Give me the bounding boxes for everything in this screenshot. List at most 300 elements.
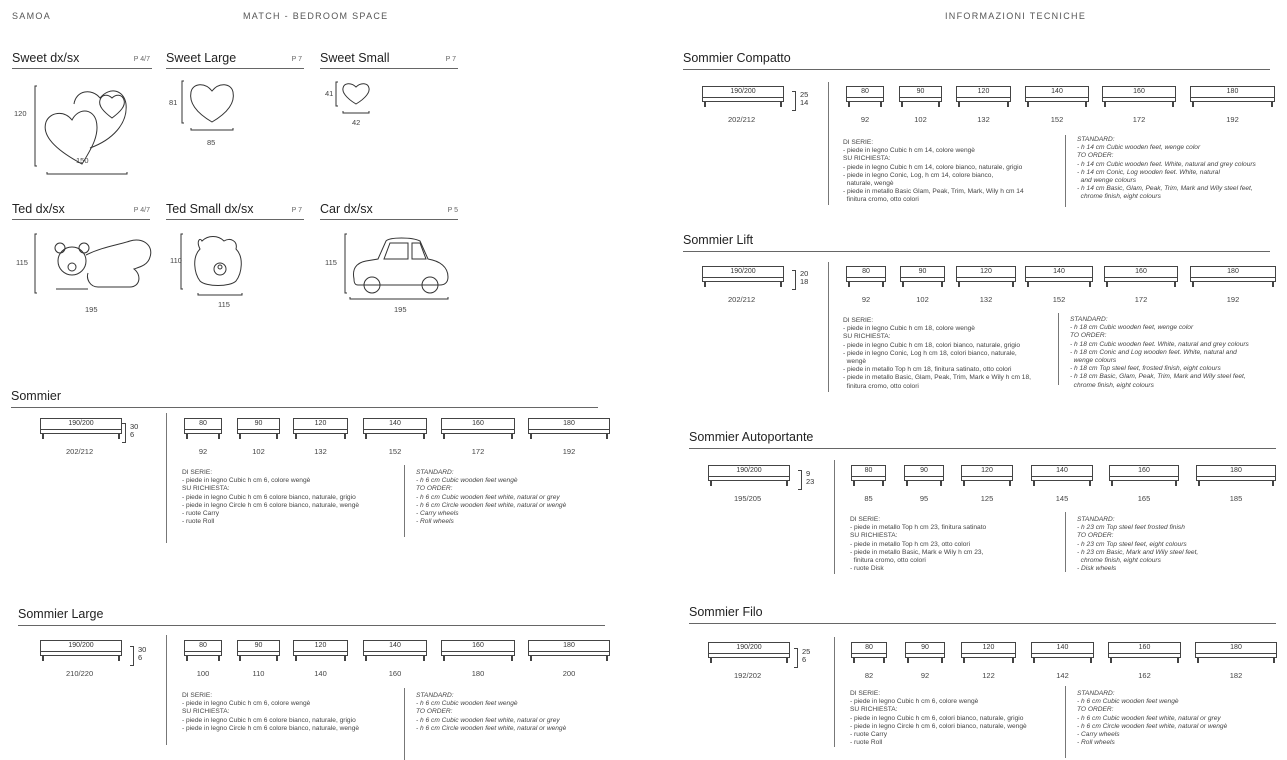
size-bed-frame: 180 [1190, 86, 1275, 98]
main-bed-frame: 190/200 [40, 640, 122, 652]
main-bed-base [708, 654, 790, 658]
bed-leg [902, 281, 904, 287]
section-underline [689, 623, 1276, 624]
height-bracket [792, 270, 796, 290]
size-bed-frame: 180 [1196, 465, 1276, 477]
section-divider [166, 413, 167, 543]
size-width-label: 192 [562, 447, 576, 456]
bed-leg [1106, 281, 1108, 287]
bed-leg [423, 433, 425, 439]
size-bed-base [1190, 98, 1275, 102]
bed-leg [710, 657, 712, 663]
width-dim: 115 [218, 300, 230, 309]
bed-leg [1033, 657, 1035, 663]
notes-italian: DI SERIE: - piede in metallo Top h cm 23, finitura satinato SU RICHIESTA: - piede in metallo Top h cm 23, otto colori - piede in metallo Basic, Mark e Wily h cm 23, finitura cromo, otto colori - ruote Disk [850, 516, 987, 572]
title-underline [320, 68, 458, 69]
bed-leg [295, 433, 297, 439]
size-bed-base [905, 654, 945, 658]
size-width-label: 122 [982, 671, 995, 680]
size-bed-base [956, 278, 1016, 282]
bed-leg [882, 480, 884, 486]
product-title: Sweet dx/sx [12, 51, 80, 65]
bed-leg [511, 433, 513, 439]
teddy-head-icon [178, 231, 248, 297]
size-bed-base [528, 430, 610, 434]
size-width-label: 102 [252, 447, 265, 456]
notes-divider [404, 465, 405, 537]
title-underline [166, 68, 304, 69]
size-bed-frame: 140 [1025, 86, 1089, 98]
main-bed-base [40, 430, 122, 434]
bed-leg [1009, 480, 1011, 486]
size-bed-frame: 120 [293, 640, 348, 652]
bed-leg [1197, 657, 1199, 663]
bed-leg [1192, 101, 1194, 107]
size-bed-base [184, 430, 222, 434]
bed-leg [1271, 101, 1273, 107]
section-divider [834, 460, 835, 574]
product-sweet-large [166, 50, 304, 150]
bed-leg [907, 657, 909, 663]
bed-leg [423, 655, 425, 661]
bed-leg [1104, 101, 1106, 107]
size-width-label: 95 [919, 494, 929, 503]
notes-divider [1065, 512, 1066, 572]
section-title: Sommier Autoportante [689, 430, 814, 444]
main-bed-frame: 190/200 [708, 465, 790, 477]
size-bed-frame: 90 [237, 640, 280, 652]
size-width-label: 100 [196, 669, 210, 678]
height-bottom: 18 [800, 277, 809, 286]
main-bed-base [702, 98, 784, 102]
bed-leg [958, 101, 960, 107]
height-bottom: 6 [138, 653, 143, 662]
bed-leg [958, 281, 960, 287]
size-bed-base [441, 652, 515, 656]
bed-leg [882, 281, 884, 287]
bed-leg [853, 480, 855, 486]
product-title: Ted dx/sx [12, 202, 65, 216]
size-bed-frame: 90 [900, 266, 945, 278]
height-dim: 120 [14, 109, 27, 118]
size-width-label: 132 [977, 115, 990, 124]
bed-leg [1198, 480, 1200, 486]
bed-leg [118, 433, 120, 439]
bed-leg [1027, 281, 1029, 287]
size-width-label: 92 [860, 115, 870, 124]
size-bed-frame: 160 [1108, 642, 1181, 654]
product-title: Sweet Small [320, 51, 390, 65]
size-width-label: 162 [1138, 671, 1151, 680]
bed-leg [186, 655, 188, 661]
bed-leg [1033, 480, 1035, 486]
bed-leg [606, 433, 608, 439]
bed-leg [883, 657, 885, 663]
height-top: 25 [800, 90, 809, 99]
height-bottom: 6 [802, 655, 807, 664]
section-underline [683, 251, 1270, 252]
section-divider [834, 637, 835, 747]
section-underline [18, 625, 605, 626]
notes-english: STANDARD: - h 23 cm Top steel feet frosted finish TO ORDER: - h 23 cm Top steel feet, eight colours - h 23 cm Basic, Mark and Wily steel feet, chrome finish, eight colours - Disk wheels [1077, 516, 1199, 572]
main-bed-width: 202/212 [66, 447, 94, 456]
bed-leg [1175, 480, 1177, 486]
size-bed-frame: 160 [441, 640, 515, 652]
bed-leg [1027, 101, 1029, 107]
bed-leg [1089, 480, 1091, 486]
bed-leg [1272, 480, 1274, 486]
height-bracket [122, 423, 126, 443]
size-bed-base [237, 652, 280, 656]
bed-leg [365, 655, 367, 661]
size-bed-frame: 80 [851, 465, 886, 477]
section-divider [828, 262, 829, 392]
product-title: Ted Small dx/sx [166, 202, 254, 216]
bed-leg [1085, 101, 1087, 107]
size-width-label: 192 [1226, 115, 1239, 124]
height-top: 30 [138, 645, 147, 654]
size-bed-frame: 90 [905, 642, 945, 654]
height-dim: 110 [170, 256, 182, 265]
main-bed-base [702, 278, 784, 282]
bed-leg [218, 433, 220, 439]
bed-leg [295, 655, 297, 661]
bed-leg [218, 655, 220, 661]
collection-label: MATCH - BEDROOM SPACE [243, 11, 389, 21]
bed-leg [530, 655, 532, 661]
width-dim: 195 [85, 305, 98, 314]
size-bed-frame: 160 [1102, 86, 1176, 98]
size-width-label: 110 [252, 669, 265, 678]
teddy-bear-icon [32, 231, 157, 301]
size-bed-frame: 120 [956, 266, 1016, 278]
page-ref: P 4/7 [133, 56, 150, 63]
car-icon [342, 231, 454, 301]
bed-leg [1012, 281, 1014, 287]
size-bed-frame: 80 [184, 418, 222, 430]
product-ted [12, 201, 152, 316]
size-bed-frame: 80 [846, 86, 884, 98]
size-width-label: 92 [920, 671, 930, 680]
page-ref: P 4/7 [133, 207, 150, 214]
size-bed-base [1190, 278, 1276, 282]
height-bracket [794, 648, 798, 668]
size-bed-base [961, 654, 1016, 658]
main-bed-frame: 190/200 [702, 266, 784, 278]
size-bed-frame: 180 [1190, 266, 1276, 278]
section-underline [683, 69, 1270, 70]
main-bed-frame: 190/200 [702, 86, 784, 98]
size-width-label: 145 [1055, 494, 1069, 503]
notes-italian: DI SERIE: - piede in legno Cubic h cm 6, colore wengè SU RICHIESTA: - piede in legno Cubic h cm 6 colore bianco, naturale, grigio - piede in legno Circle h cm 6 colore bianco, naturale, wengè - ruote Carry - ruote Roll [182, 469, 360, 526]
height-dim: 81 [169, 98, 178, 107]
section-title: Sommier Large [18, 607, 104, 621]
height-bottom: 23 [806, 477, 815, 486]
bed-leg [1007, 101, 1009, 107]
main-bed-width: 202/212 [728, 295, 756, 304]
size-width-label: 152 [388, 447, 402, 456]
height-top: 20 [800, 269, 809, 278]
bed-leg [1272, 281, 1274, 287]
notes-italian: DI SERIE: - piede in legno Cubic h cm 14, colore wengè SU RICHIESTA: - piede in legno Cubic h cm 14, colore bianco, naturale, grigio - piede in legno Conic, Log, h cm 14, colore bianco, naturale, wengè - piede in metallo Basic Glam, Peak, Trim, Mark, Wily h cm 14 finitura cromo, otto colori [843, 139, 1024, 204]
size-bed-base [237, 430, 280, 434]
bed-leg [941, 657, 943, 663]
size-bed-base [184, 652, 222, 656]
size-bed-base [961, 477, 1013, 481]
section-title: Sommier [11, 389, 62, 403]
size-width-label: 92 [861, 295, 871, 304]
section-title: Sommier Lift [683, 233, 754, 247]
size-bed-base [293, 652, 348, 656]
bed-leg [1192, 281, 1194, 287]
size-width-label: 102 [916, 295, 929, 304]
size-bed-base [851, 477, 886, 481]
main-bed-base [40, 652, 122, 656]
size-bed-base [956, 98, 1011, 102]
size-width-label: 172 [471, 447, 485, 456]
size-width-label: 85 [864, 494, 873, 503]
section-underline [11, 407, 598, 408]
size-bed-frame: 140 [363, 640, 427, 652]
width-dim: 150 [76, 156, 89, 165]
height-dim: 41 [325, 89, 334, 98]
bed-leg [1090, 657, 1092, 663]
size-width-label: 132 [979, 295, 993, 304]
size-bed-base [363, 652, 427, 656]
size-bed-base [1195, 654, 1277, 658]
size-bed-frame: 140 [1031, 642, 1094, 654]
notes-english: STANDARD: - h 14 cm Cubic wooden feet, wenge color TO ORDER: - h 14 cm Cubic wooden feet. White, natural and grey colours - h 14 cm Conic, Log wooden feet. White, natural and wenge colours - h 14 cm Basic, Glam, Peak, Trim, Mark and Wily steel feet, chrome finish, eight colours [1077, 136, 1256, 201]
bed-leg [963, 657, 965, 663]
bed-leg [443, 655, 445, 661]
bed-leg [1177, 657, 1179, 663]
size-bed-frame: 160 [1104, 266, 1178, 278]
bed-leg [606, 655, 608, 661]
size-bed-base [293, 430, 348, 434]
bed-leg [443, 433, 445, 439]
small-heart-icon [334, 80, 374, 116]
bed-leg [530, 433, 532, 439]
size-bed-frame: 140 [1031, 465, 1093, 477]
main-bed-base [708, 477, 790, 481]
bed-leg [710, 480, 712, 486]
notes-divider [404, 688, 405, 760]
notes-english: STANDARD: - h 18 cm Cubic wooden feet, wenge color TO ORDER: - h 18 cm Cubic wooden feet. White, natural and grey colours - h 18 cm Conic and Log wooden feet. White, natural and wenge colours - h 18 cm Top steel feet, frosted finish, eight colours - h 18 cm Basic, Glam, Peak, Trim, Mark and Wily steel feet, chrome finish, eight colours [1070, 316, 1249, 389]
size-bed-base [846, 278, 886, 282]
size-width-label: 152 [1050, 115, 1064, 124]
size-bed-frame: 120 [961, 465, 1013, 477]
main-bed-width: 202/212 [728, 115, 756, 124]
bed-leg [848, 281, 850, 287]
bed-leg [786, 657, 788, 663]
bed-leg [704, 281, 706, 287]
height-bracket [792, 91, 796, 111]
size-width-label: 140 [314, 669, 327, 678]
main-bed-width: 210/220 [66, 669, 94, 678]
technical-info-label: INFORMAZIONI TECNICHE [945, 11, 1087, 21]
section-underline [689, 448, 1276, 449]
main-bed-frame: 190/200 [40, 418, 122, 430]
size-bed-base [1108, 654, 1181, 658]
title-underline [12, 219, 150, 220]
bed-leg [901, 101, 903, 107]
bed-leg [940, 480, 942, 486]
section-divider [828, 82, 829, 205]
section-divider [166, 635, 167, 745]
size-width-label: 185 [1229, 494, 1243, 503]
title-underline [12, 68, 152, 69]
size-bed-frame: 80 [851, 642, 887, 654]
bed-leg [365, 433, 367, 439]
page-ref: P 7 [291, 207, 302, 214]
brand-label: SAMOA [12, 11, 52, 21]
product-sweet [12, 50, 152, 170]
product-title: Sweet Large [166, 51, 237, 65]
size-width-label: 92 [198, 447, 208, 456]
size-bed-base [1031, 654, 1094, 658]
size-width-label: 152 [1052, 295, 1066, 304]
bed-leg [344, 655, 346, 661]
size-width-label: 172 [1134, 295, 1148, 304]
size-width-label: 102 [914, 115, 927, 124]
bed-leg [848, 101, 850, 107]
bed-leg [118, 655, 120, 661]
size-bed-frame: 180 [528, 418, 610, 430]
main-bed-width: 195/205 [734, 494, 762, 503]
bed-leg [1174, 281, 1176, 287]
bed-leg [1172, 101, 1174, 107]
height-dim: 115 [325, 258, 337, 267]
page-ref: P 7 [291, 56, 302, 63]
main-bed-width: 192/202 [734, 671, 762, 680]
bed-leg [704, 101, 706, 107]
size-bed-frame: 180 [1195, 642, 1277, 654]
section-title: Sommier Compatto [683, 51, 791, 65]
size-bed-base [900, 278, 945, 282]
product-ted-small [166, 201, 304, 311]
bed-leg [780, 101, 782, 107]
bed-leg [276, 433, 278, 439]
notes-italian: DI SERIE: - piede in legno Cubic h cm 6, colore wengè SU RICHIESTA: - piede in legno Cubic h cm 6 colore bianco, naturale, grigio - piede in legno Circle h cm 6 colore bianco, naturale, wengè [182, 692, 360, 732]
size-bed-frame: 90 [899, 86, 942, 98]
bed-leg [963, 480, 965, 486]
bed-leg [344, 433, 346, 439]
heart-icon [179, 78, 239, 133]
size-width-label: 142 [1056, 671, 1069, 680]
size-bed-base [1025, 278, 1093, 282]
size-bed-base [1104, 278, 1178, 282]
bed-leg [1012, 657, 1014, 663]
size-bed-base [1196, 477, 1276, 481]
title-underline [320, 219, 458, 220]
width-dim: 195 [394, 305, 407, 314]
size-bed-base [1025, 98, 1089, 102]
bed-leg [511, 655, 513, 661]
size-width-label: 82 [864, 671, 874, 680]
notes-italian: DI SERIE: - piede in legno Cubic h cm 6, colore wengè SU RICHIESTA: - piede in legno Cubic h cm 6, colori bianco, naturale, grigio - piede in legno Circle h cm 6, colori bianco, naturale, wengè - ruote Carry - ruote Roll [850, 690, 1027, 747]
notes-english: STANDARD: - h 6 cm Cubic wooden feet wengè TO ORDER: - h 6 cm Cubic wooden feet white, natural or grey - h 6 cm Circle wooden feet white, natural or wengè - Carry wheels - Roll wheels [416, 469, 567, 526]
size-bed-frame: 180 [528, 640, 610, 652]
bed-leg [938, 101, 940, 107]
size-width-label: 200 [562, 669, 576, 678]
width-dim: 42 [352, 118, 361, 127]
size-bed-base [899, 98, 942, 102]
title-underline [166, 219, 304, 220]
section-title: Sommier Filo [689, 605, 763, 619]
height-bracket [130, 646, 134, 666]
product-sweet-small [320, 50, 458, 130]
size-bed-frame: 120 [961, 642, 1016, 654]
size-bed-frame: 80 [846, 266, 886, 278]
bed-leg [1110, 657, 1112, 663]
height-top: 25 [802, 647, 811, 656]
bed-leg [1089, 281, 1091, 287]
bed-leg [1273, 657, 1275, 663]
height-bracket [798, 470, 802, 490]
notes-divider [1065, 135, 1066, 207]
size-bed-frame: 90 [904, 465, 944, 477]
size-width-label: 180 [471, 669, 485, 678]
size-bed-base [851, 654, 887, 658]
size-bed-base [1109, 477, 1179, 481]
size-width-label: 172 [1132, 115, 1146, 124]
bed-leg [42, 433, 44, 439]
height-top: 30 [130, 422, 139, 431]
bed-leg [780, 281, 782, 287]
page-ref: P 5 [447, 207, 458, 214]
height-bottom: 14 [800, 98, 809, 107]
size-bed-base [363, 430, 427, 434]
size-bed-base [528, 652, 610, 656]
bed-leg [906, 480, 908, 486]
main-bed-frame: 190/200 [708, 642, 790, 654]
product-title: Car dx/sx [320, 202, 373, 216]
size-bed-base [904, 477, 944, 481]
size-width-label: 125 [980, 494, 994, 503]
size-bed-frame: 120 [956, 86, 1011, 98]
page-ref: P 7 [445, 56, 456, 63]
bed-leg [853, 657, 855, 663]
size-bed-frame: 120 [293, 418, 348, 430]
size-bed-base [846, 98, 884, 102]
bed-leg [239, 433, 241, 439]
bed-leg [186, 433, 188, 439]
height-top: 9 [806, 469, 811, 478]
size-bed-base [1102, 98, 1176, 102]
size-bed-frame: 140 [363, 418, 427, 430]
size-bed-frame: 80 [184, 640, 222, 652]
notes-italian: DI SERIE: - piede in legno Cubic h cm 18, colore wengè SU RICHIESTA: - piede in legno Cubic h cm 18, colori bianco, naturale, grigio - piede in legno Conic, Log h cm 18, colori bianco, naturale, wengè - piede in metallo Top h cm 18, finitura satinato, otto colori - piede in metallo Basic, Glam, Peak, Trim, Mark e Wily h cm 18, finitura cromo, otto colori [843, 317, 1031, 390]
bed-leg [42, 655, 44, 661]
product-car [320, 201, 460, 316]
bed-leg [276, 655, 278, 661]
bed-leg [941, 281, 943, 287]
bed-leg [239, 655, 241, 661]
size-width-label: 165 [1137, 494, 1151, 503]
size-width-label: 192 [1226, 295, 1240, 304]
notes-divider [1065, 686, 1066, 758]
size-bed-frame: 90 [237, 418, 280, 430]
bed-leg [880, 101, 882, 107]
size-width-label: 160 [388, 669, 402, 678]
bed-leg [786, 480, 788, 486]
size-width-label: 132 [314, 447, 327, 456]
size-bed-frame: 160 [1109, 465, 1179, 477]
size-bed-base [1031, 477, 1093, 481]
height-bottom: 6 [130, 430, 135, 439]
height-dim: 115 [16, 258, 28, 267]
size-bed-frame: 140 [1025, 266, 1093, 278]
